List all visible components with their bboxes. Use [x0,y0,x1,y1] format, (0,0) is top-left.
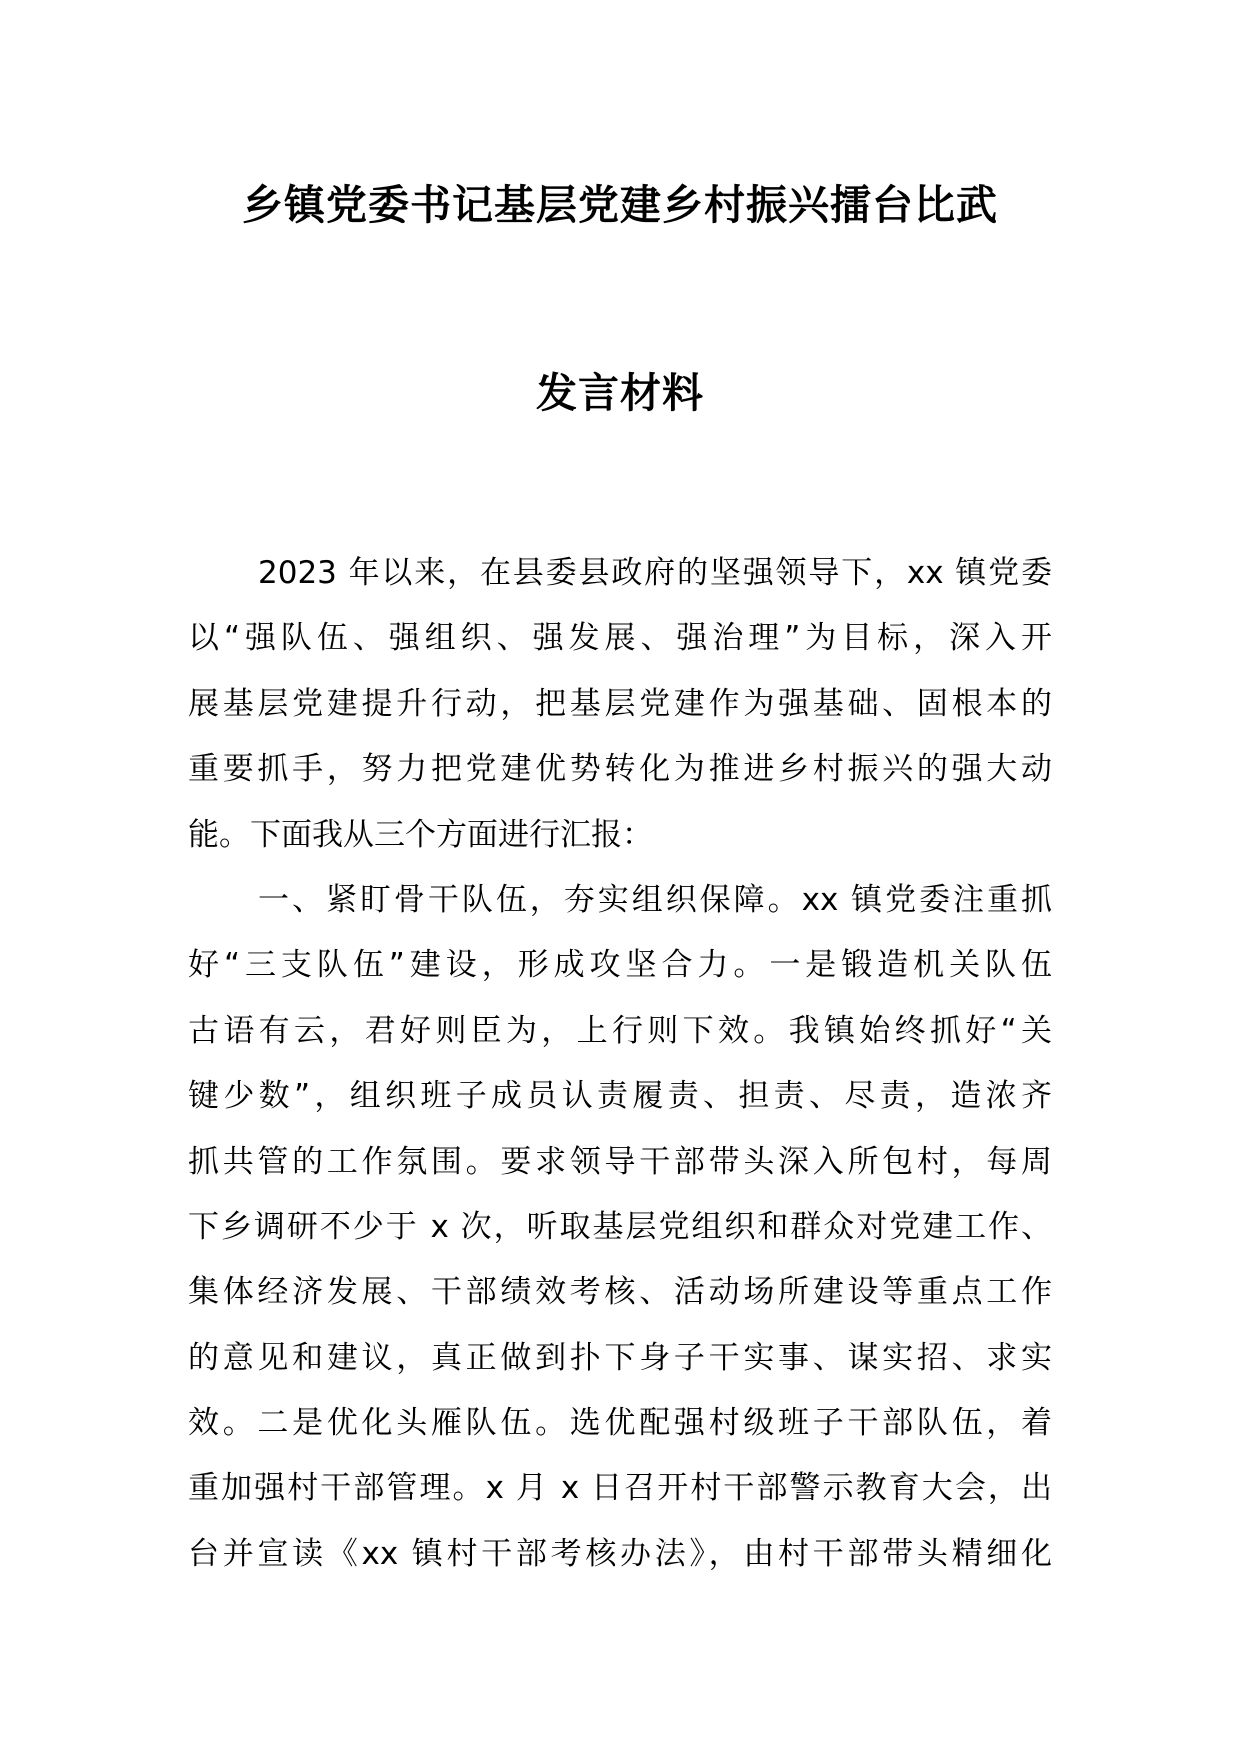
paragraph-1-line: 能。下面我从三个方面进行汇报： [188,816,653,853]
paragraph-2-line: 古语有云，君好则臣为，上行则下效。我镇始终抓好“关 [188,1012,1052,1049]
paragraph-2-line: 台并宣读《xx 镇村干部考核办法》，由村干部带头精细化 [188,1535,1052,1572]
paragraph-1-line: 重要抓手，努力把党建优势转化为推进乡村振兴的强大动 [188,751,1052,788]
paragraph-2-line: 好“三支队伍”建设，形成攻坚合力。一是锻造机关队伍 [188,947,1052,984]
paragraph-2-line: 下乡调研不少于 x 次，听取基层党组织和群众对党建工作、 [188,1208,1052,1245]
paragraph-2-line: 的意见和建议，真正做到扑下身子干实事、谋实招、求实 [188,1339,1052,1376]
paragraph-1-line: 展基层党建提升行动，把基层党建作为强基础、固根本的 [188,685,1052,722]
paragraph-2-line: 抓共管的工作氛围。要求领导干部带头深入所包村，每周 [188,1143,1052,1180]
paragraph-2-line: 键少数”，组织班子成员认责履责、担责、尽责，造浓齐 [188,1078,1052,1115]
paragraph-2-line: 一、紧盯骨干队伍，夯实组织保障。xx 镇党委注重抓 [258,881,1052,918]
paragraph-2-line: 集体经济发展、干部绩效考核、活动场所建设等重点工作 [188,1274,1052,1311]
paragraph-2-line: 效。二是优化头雁队伍。选优配强村级班子干部队伍，着 [188,1405,1052,1442]
document-title-line-1: 乡镇党委书记基层党建乡村振兴擂台比武 [242,181,998,229]
paragraph-1-line: 以“强队伍、强组织、强发展、强治理”为目标，深入开 [188,620,1052,657]
paragraph-1-line: 2023 年以来，在县委县政府的坚强领导下，xx 镇党委 [258,555,1052,591]
document-body [188,541,1052,1587]
document-title-line-2: 发言材料 [536,369,704,417]
paragraph-2-line: 重加强村干部管理。x 月 x 日召开村干部警示教育大会，出 [188,1470,1052,1507]
